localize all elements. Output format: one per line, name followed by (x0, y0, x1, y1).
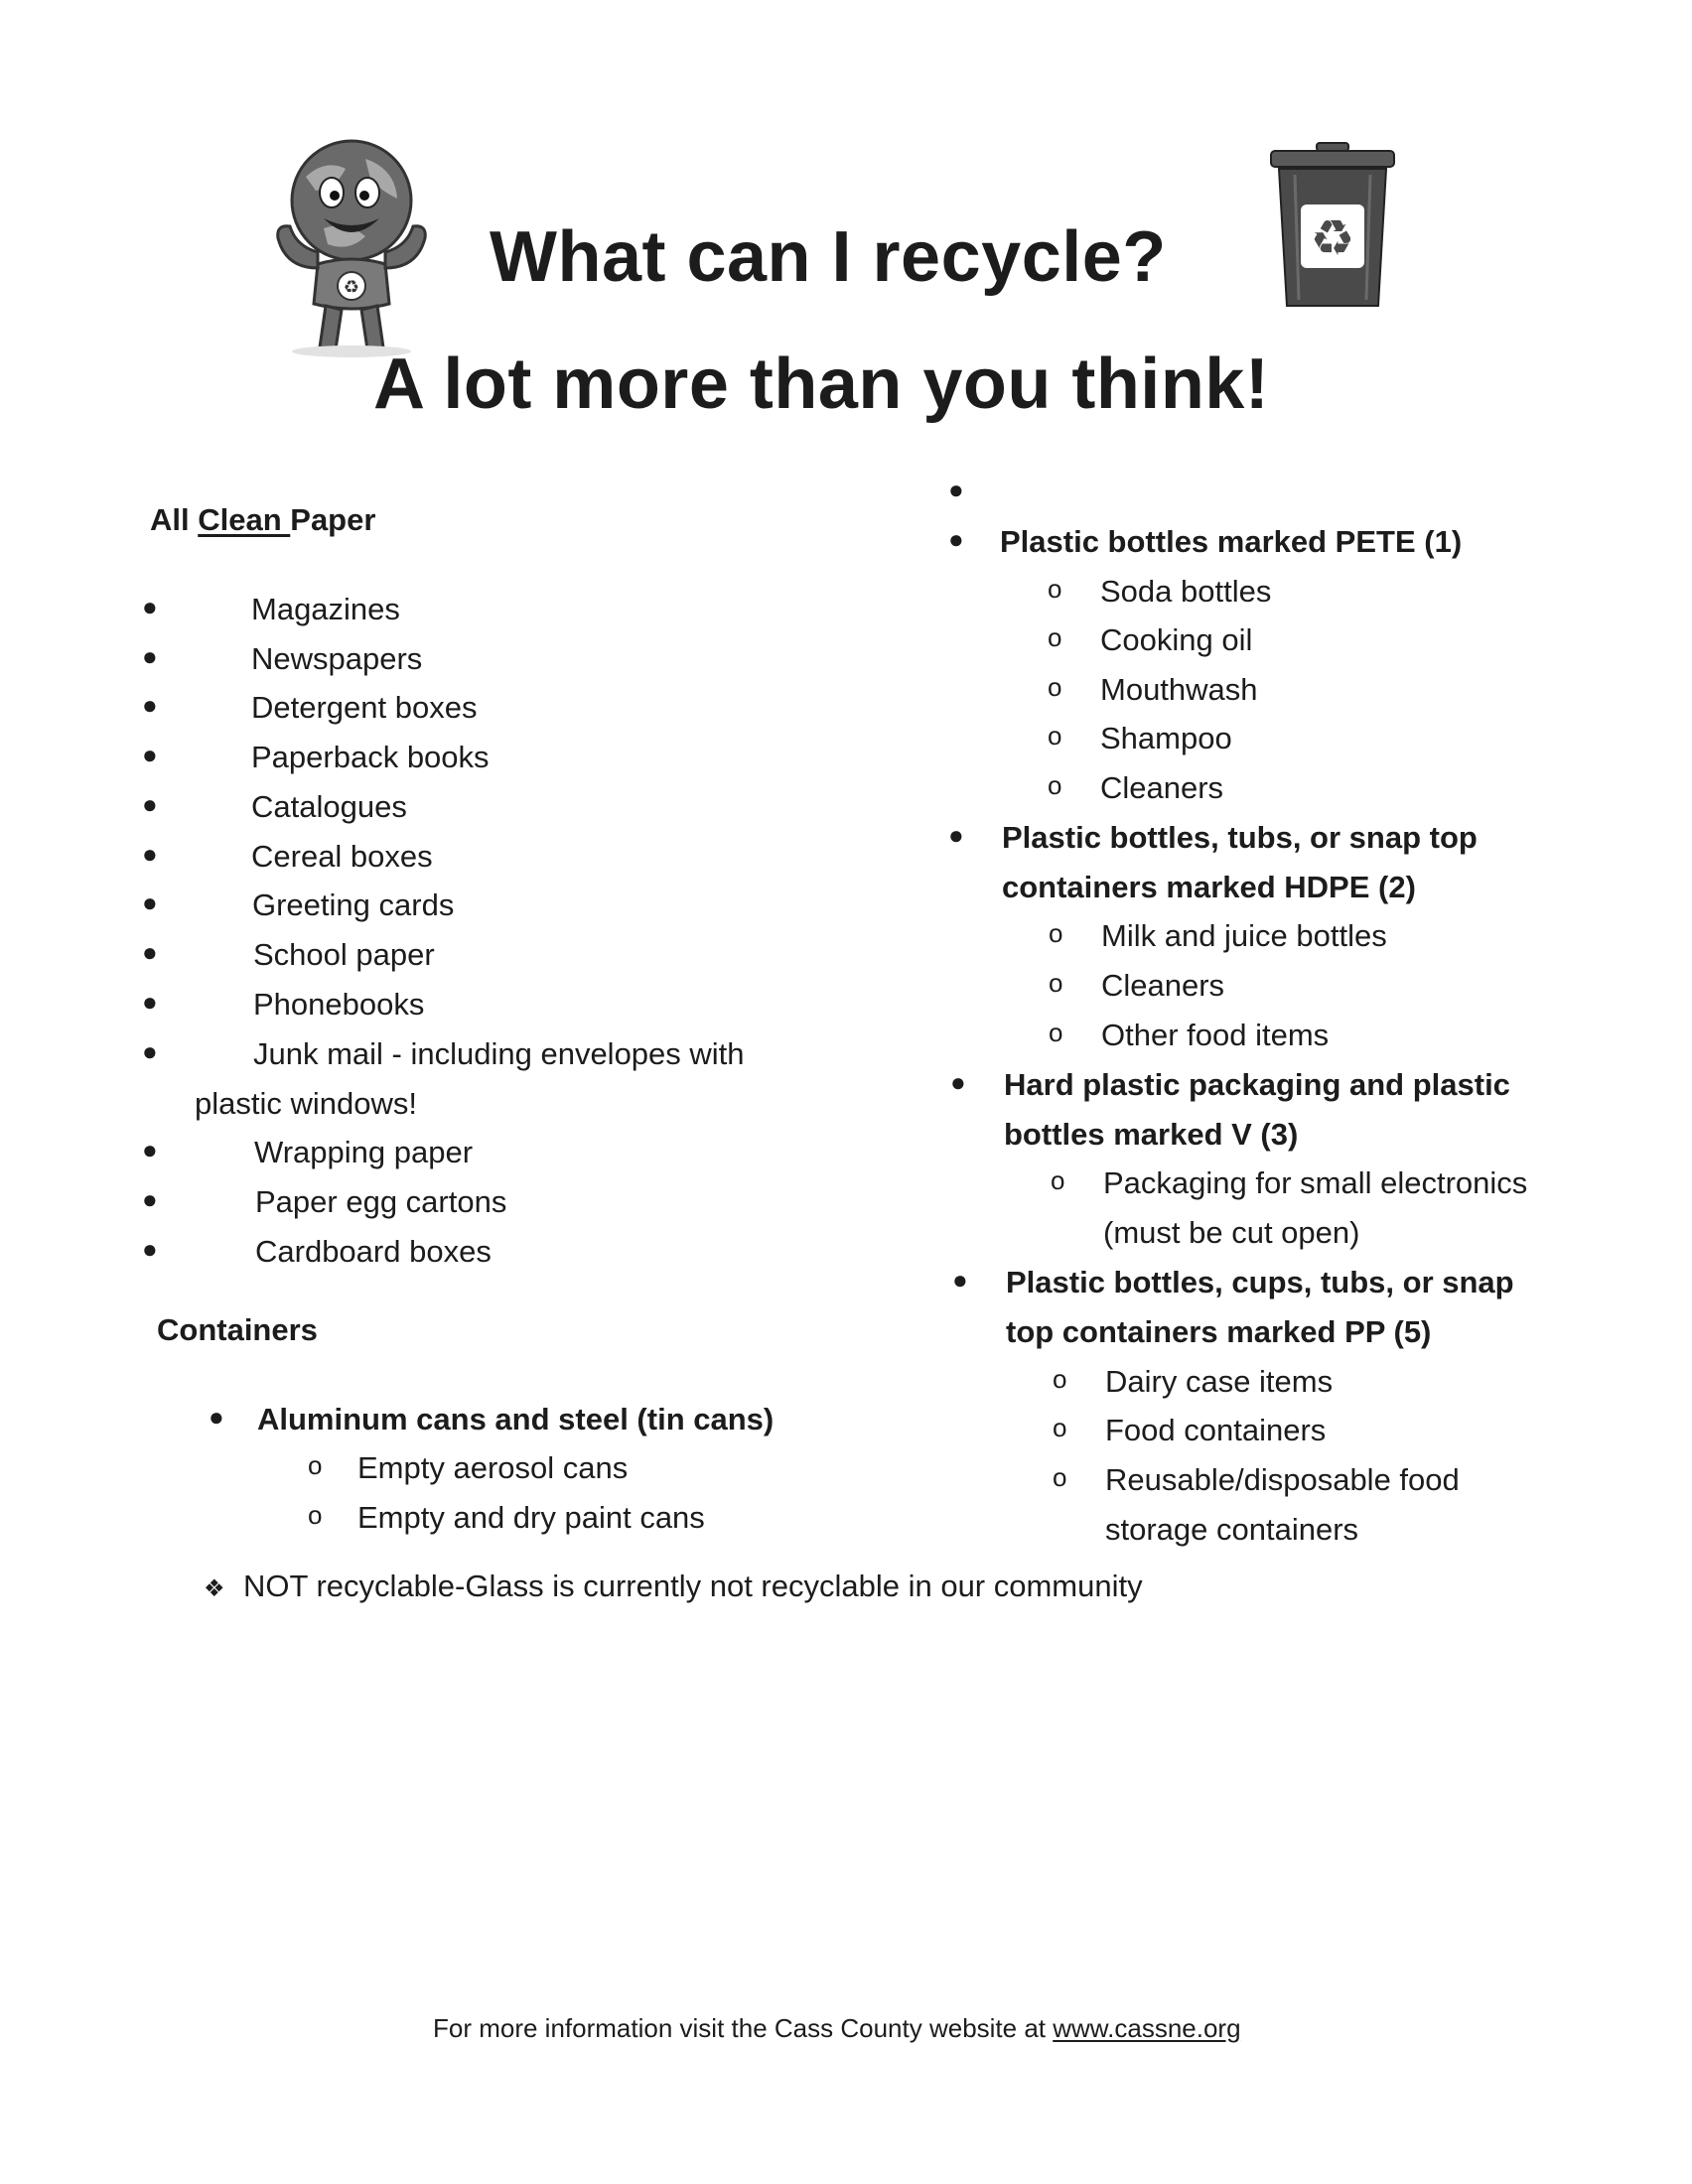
circle-bullet-icon: o (1048, 770, 1062, 800)
bullet-icon: ● (142, 1234, 158, 1264)
bullet-icon: ● (142, 839, 158, 869)
circle-bullet-icon: o (1048, 672, 1062, 702)
recycle-bin-icon (1267, 141, 1398, 310)
paper-heading-prefix: All (150, 502, 199, 537)
circle-bullet-icon: o (1053, 1413, 1067, 1442)
bullet-icon: ● (142, 789, 158, 819)
diamond-bullet-icon: ❖ (204, 1575, 225, 1602)
glass-note-text: NOT recyclable-Glass is currently not recyclable in our community (243, 1569, 1143, 1603)
paper-heading (150, 502, 375, 538)
circle-bullet-icon: o (1049, 1018, 1063, 1047)
paper-heading-underlined: Clean (198, 502, 291, 537)
circle-bullet-icon: o (1048, 721, 1062, 751)
footer (433, 2013, 1241, 2044)
footer-text: For more information visit the Cass County website at (433, 2013, 1054, 2043)
bullet-icon: ● (142, 887, 158, 917)
page-subtitle: A lot more than you think! (373, 344, 1270, 424)
bullet-icon: ● (948, 524, 964, 554)
circle-bullet-icon: o (1048, 622, 1062, 652)
circle-bullet-icon: o (1049, 918, 1063, 948)
website-link[interactable]: www.cassne.org (1053, 2013, 1241, 2043)
circle-bullet-icon: o (1049, 968, 1063, 998)
svg-text:♻: ♻ (1310, 209, 1355, 267)
containers-heading: Containers (157, 1312, 318, 1347)
circle-bullet-icon: o (1053, 1364, 1067, 1394)
bullet-icon: ● (142, 740, 158, 769)
circle-bullet-icon: o (1048, 574, 1062, 604)
bullet-icon: ● (142, 987, 158, 1017)
earth-mascot-icon (266, 129, 437, 359)
glass-note (204, 1569, 1143, 1604)
bullet-icon: ● (950, 1067, 966, 1097)
circle-bullet-icon: o (1053, 1462, 1067, 1492)
bullet-icon: ● (948, 820, 964, 850)
bullet-icon: ● (142, 1184, 158, 1214)
page-title: What can I recycle? (490, 217, 1167, 297)
circle-bullet-icon: o (308, 1500, 323, 1530)
circle-bullet-icon: o (1051, 1165, 1065, 1195)
bullet-icon: ● (142, 1135, 158, 1164)
svg-text:♻: ♻ (343, 277, 360, 298)
paper-heading-suffix: Paper (290, 502, 376, 537)
bullet-icon: ● (142, 641, 158, 671)
bullet-icon: ● (952, 1265, 968, 1295)
bullet-icon: ● (142, 592, 158, 621)
bullet-icon: ● (142, 937, 158, 967)
circle-bullet-icon: o (308, 1450, 323, 1480)
bullet-icon: ● (948, 475, 964, 504)
bullet-icon: ● (142, 690, 158, 720)
bullet-icon: ● (209, 1402, 224, 1432)
bullet-icon: ● (142, 1036, 158, 1066)
